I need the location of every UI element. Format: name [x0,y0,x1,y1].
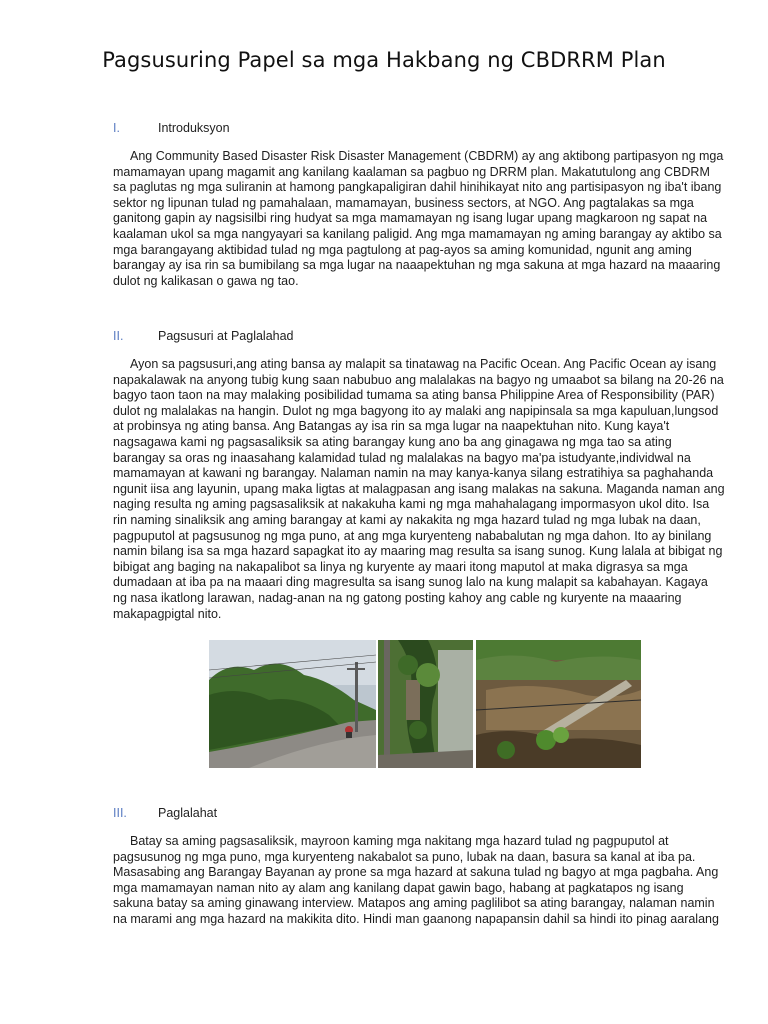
photo-strip [209,640,721,768]
document-title: Pagsusuring Papel sa mga Hakbang ng CBDRRM Plan [102,48,666,72]
road-photo [209,640,376,768]
section-paragraph-paglalahat [113,834,725,928]
fallen-wood-cable-photo [476,640,641,768]
section-heading-paglalahat [113,806,217,820]
vines-pole-photo [378,640,473,768]
section-title: Paglalahat [158,806,218,820]
section-title: Pagsusuri at Paglalahad [158,329,294,343]
paragraph-text: Batay sa aming pagsasaliksik, mayroon kaming mga nakitang mga hazard tulad ng pagpuputol at pagsusunog ng mga puno, mga kuryenteng nakabalot sa puno, lubak na daan, basura sa kanal at iba pa. Masasabing ang Barangay Bayanan ay prone sa mga hazard at sakuna tulad ng bagyo at mga pagbaha. Ang mga mamamayan naman nito ay alam ang kanilang dapat gawin bago, habang at pagkatapos ng isang sakuna batay sa aming ginawang interview. Matapos ang aming paglilibot sa ating barangay, nalaman namin na marami ang mga hazard na makikita dito. Hindi man gaanong napapansin dahil sa hindi ito pinag aaralang [113,834,719,926]
section-paragraph-pagsusuri [113,357,725,622]
section-number: II. [113,329,124,343]
section-number: I. [113,121,120,135]
paragraph-text: Ayon sa pagsusuri,ang ating bansa ay malapit sa tinatawag na Pacific Ocean. Ang Pacific Ocean ay isang napakalawak na anyong tubig kung saan nabubuo ang malalakas na bagyo ng umaabot sa bilang na 20-26 na bagyo taon taon na may malaking posibilidad tumama sa ating bansa Philippine Area of Responsibility (PAR) dulot ng malalakas na hangin. Dulot ng mga bagyong ito ay malaki ang napipinsala sa mga kapuluan,lungsod at probinsya ng ating bansa. Ang Batangas ay isa rin sa mga lugar na naapektuhan nito. Kung kaya't nagsagawa kami ng pagsasaliksik sa ating barangay kung ano ba ang ginagawa ng mga tao sa ating barangay sa oras ng inaasahang kalamidad tulad ng malalakas na bagyo ma'pa istudyante,individwal na mamamayan at kawani ng barangay. Nalaman namin na may kanya-kanya silang estratihiya sa paghahanda ngunit iisa ang layunin, upang maka ligtas at malagpasan ang isang malakas na sakuna. Maganda naman ang naging resulta ng aming pagsasaliksik at nakakuha kami ng mga mahahalagang impormasyon ukol dito. Isa rin naming sinaliksik ang aming barangay at kami ay nakakita ng mga hazard tulad ng mga lubak na daan, pagpuputol at pagsusunog ng mga puno, at ang mga kuryenteng nababalutan ng mga dahon. Ito ay binilang namin bilang isa sa mga hazard sapagkat ito ay maaring mag resulta sa isang sunog. Kung lalala at bibigat ng bibigat ang baging na nakapalibot sa linya ng kuryente ay maari itong maputol at maka digrasya sa mga dumadaan at iba pa na maaari ding magresulta sa isang sunog lalo na kung malapit sa kabahayan. Kagaya ng nasa ikatlong larawan, nadag-anan na ng gatong posting kahoy ang cable ng kuryente na maaaring makapagpigtal nito. [113,357,725,621]
section-number: III. [113,806,127,820]
section-paragraph-introduksyon [113,149,725,289]
section-heading-pagsusuri [113,329,294,343]
section-title: Introduksyon [158,121,230,135]
section-heading-introduksyon [113,121,230,135]
paragraph-text: Ang Community Based Disaster Risk Disaster Management (CBDRM) ay ang aktibong partipasyon ng mga mamamayan upang magamit ang kanilang kaalaman sa pagbuo ng DRRM plan. Makatutulong ang CBDRM sa paglutas ng mga suliranin at hamong pangkapaligiran dahil hinihikayat nito ang partisipasyon ng iba't ibang sektor ng lipunan tulad ng pamahalaan, mamamayan, business sectors, at NGO. Ang pagtalakas sa mga ganitong gapin ay nagsisilbi ring hudyat sa mga mamamayan ng isang lugar upang magkaroon ng sapat na kaalaman ukol sa mga nangyayari sa kanilang paligid. Ang mga mamamayan ng aming barangay ay aktibo sa mga barangayang aktibidad tulad ng mga pagtulong at pag-ayos sa aming komunidad, ngunit ang aming barangay ay isa rin sa bumibilang sa mga lugar na naaapektuhan ng mga sakuna at mga hazard na maaaring dulot ng kalikasan o gawa ng tao. [113,149,724,288]
